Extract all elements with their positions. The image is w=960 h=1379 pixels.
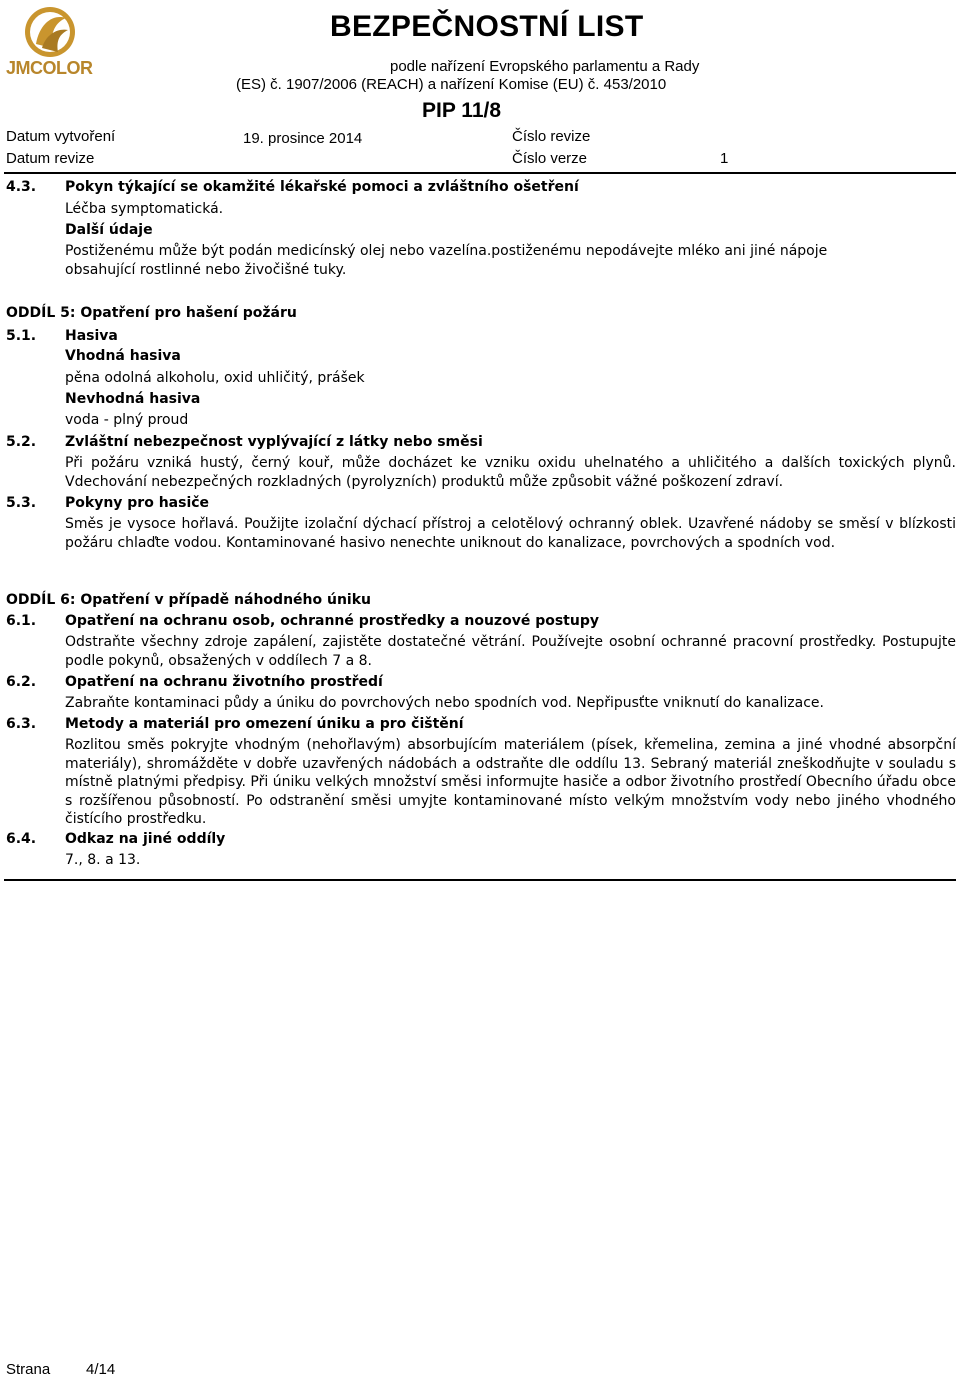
paragraph: Postiženému může být podán medicínský olej nebo vazelína.postiženému nepodávejte mléko ani jiné nápoje obsahující rostlinné nebo živočišné tuky. (65, 243, 828, 278)
section-number: 5.2. (6, 434, 37, 450)
regulation-line-2: (ES) č. 1907/2006 (REACH) a nařízení Komise (EU) č. 453/2010 (236, 76, 667, 93)
regulation-line-1: podle nařízení Evropského parlamentu a Rady (390, 58, 700, 75)
subheading: Nevhodná hasiva (65, 391, 201, 407)
page-number: 4/14 (86, 1361, 116, 1378)
section-number: 6.2. (6, 674, 37, 690)
product-name: PIP 11/8 (422, 99, 502, 122)
paragraph: Zabraňte kontaminaci půdy a úniku do povrchových nebo spodních vod. Nepřipusťte vniknutí do kanalizace. (65, 695, 824, 711)
document-title: BEZPEČNOSTNÍ LIST (330, 10, 644, 43)
section-title: Pokyn týkající se okamžité lékařské pomoci a zvláštního ošetření (65, 179, 579, 195)
section-title: Opatření na ochranu osob, ochranné prostředky a nouzové postupy (65, 613, 599, 629)
paragraph: Léčba symptomatická. (65, 201, 224, 217)
section-heading: ODDÍL 6: Opatření v případě náhodného úniku (6, 592, 371, 608)
paragraph: Směs je vysoce hořlavá. Použijte izolační dýchací přístroj a celotělový ochranný oblek. Uzavřené nádoby se směsí v blízkosti požáru chlaďte vodou. Kontaminované hasivo nenechte uniknout do kanalizace, povrchových a spodních vod. (65, 516, 956, 551)
subheading: Další údaje (65, 222, 153, 238)
page-label: Strana (6, 1361, 51, 1378)
section-title: Opatření na ochranu životního prostředí (65, 674, 383, 690)
section-number: 5.1. (6, 328, 37, 344)
logo-wordmark: JMCOLOR (6, 58, 93, 78)
paragraph: Při požáru vzniká hustý, černý kouř, může docházet ke vzniku oxidu uhelnatého a uhličitého a dalších toxických plynů. Vdechování nebezpečných rozkladných (pyrolyzních) produktů může způsobit vážné poškození zdraví. (65, 455, 956, 490)
version-label: Číslo verze (512, 150, 588, 167)
section-number: 5.3. (6, 495, 37, 511)
section-number: 6.4. (6, 831, 37, 847)
paragraph: Odstraňte všechny zdroje zapálení, zajistěte dostatečné větrání. Používejte osobní ochranné pracovní prostředky. Postupujte podle pokynů, obsažených v oddílech 7 a 8. (65, 634, 956, 669)
created-label: Datum vytvoření (6, 128, 116, 145)
content-end-divider (4, 879, 956, 881)
created-value: 19. prosince 2014 (243, 130, 363, 147)
paragraph: Rozlitou směs pokryjte vhodným (nehořlavým) absorbujícím materiálem (písek, křemelina, zemina a jiné vhodné absorpční materiály), shromážděte v dobře uzavřených nádobách a odstraňte dle oddílu 13. Sebraný materiál zneškodňujte v souladu s místně platnými předpisy. Při úniku velkých množství směsi informujte hasiče a odbor životního prostředí Obecního úřadu obce s rozšířenou působností. Po odstranění směsi umyjte kontaminované místo velkým množstvím vody nebo jiného vhodného čistícího prostředku. (65, 737, 956, 827)
section-heading: ODDÍL 5: Opatření pro hašení požáru (6, 305, 297, 321)
section-number: 6.3. (6, 716, 37, 732)
paragraph: pěna odolná alkoholu, oxid uhličitý, prášek (65, 370, 365, 386)
section-title: Hasiva (65, 328, 118, 344)
header-divider (4, 172, 956, 174)
section-title: Pokyny pro hasiče (65, 495, 210, 511)
revision-date-label: Datum revize (6, 150, 95, 167)
paragraph: 7., 8. a 13. (65, 852, 141, 868)
paragraph: voda - plný proud (65, 412, 189, 428)
section-title: Metody a materiál pro omezení úniku a pro čištění (65, 716, 464, 732)
revision-number-label: Číslo revize (512, 128, 591, 145)
section-title: Odkaz na jiné oddíly (65, 831, 226, 847)
subheading: Vhodná hasiva (65, 348, 181, 364)
section-number: 6.1. (6, 613, 37, 629)
section-title: Zvláštní nebezpečnost vyplývající z látky nebo směsi (65, 434, 483, 450)
version-value: 1 (720, 150, 729, 167)
section-number: 4.3. (6, 179, 37, 195)
